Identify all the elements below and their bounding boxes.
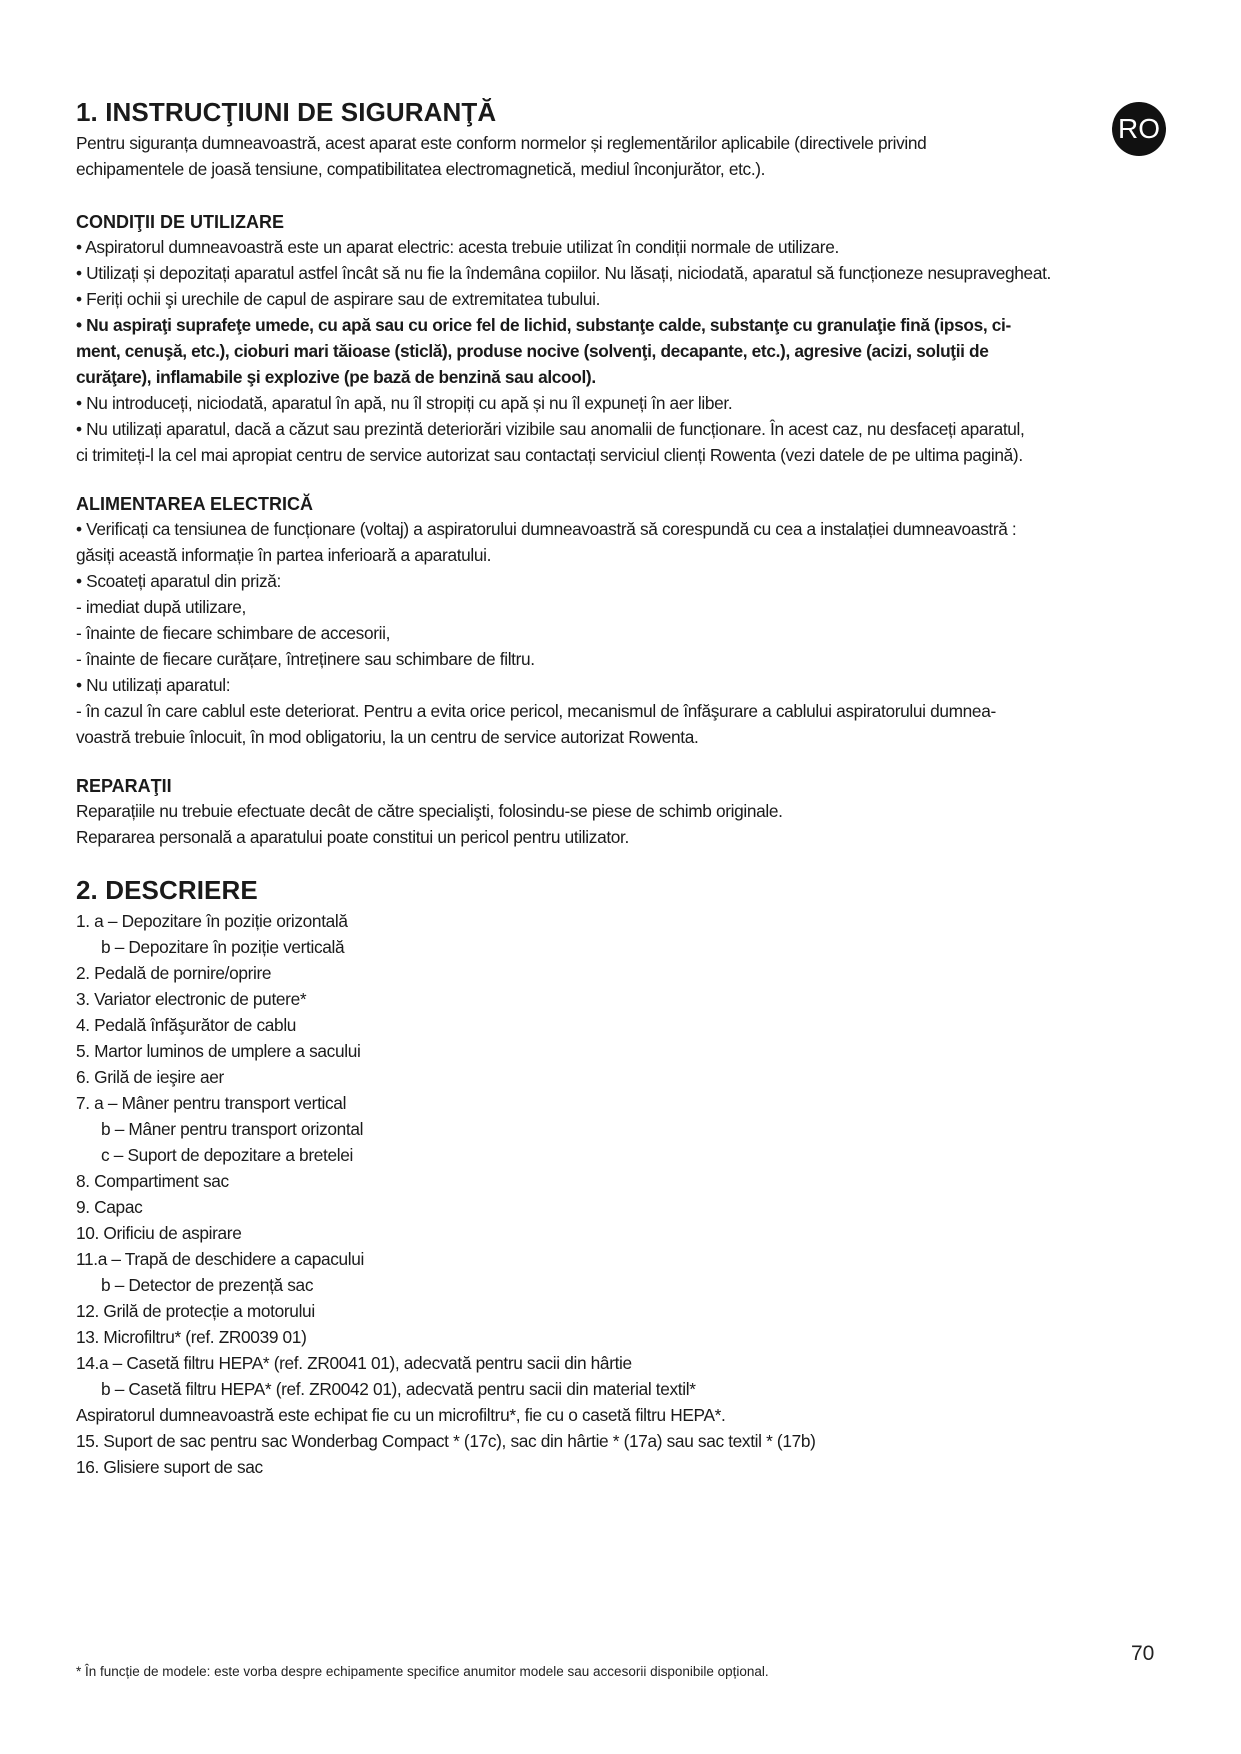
- document-page: [76, 96, 1166, 1480]
- text-line: b – Casetă filtru HEPA* (ref. ZR0042 01), adecvată pentru sacii din material textil*: [101, 1379, 696, 1399]
- text-line: 4. Pedală înfăşurător de cablu: [76, 1015, 297, 1035]
- text-line: c – Suport de depozitare a bretelei: [101, 1145, 353, 1165]
- text-line: - înainte de fiecare schimbare de accesorii,: [76, 623, 391, 643]
- text-line: 15. Suport de sac pentru sac Wonderbag Compact * (17c), sac din hârtie * (17a) sau sac textil * (17b): [76, 1431, 816, 1451]
- repairs-list: [76, 798, 1166, 850]
- text-line: 12. Grilă de protecție a motorului: [76, 1301, 315, 1321]
- text-line: - înainte de fiecare curățare, întreținere sau schimbare de filtru.: [76, 649, 535, 669]
- text-line: • Utilizați și depozitați aparatul astfel încât să nu fie la îndemâna copiilor. Nu lăsați, niciodată, aparatul să funcționeze nesupravegheat.: [76, 263, 1051, 283]
- text-line: • Nu aspiraţi suprafeţe umede, cu apă sau cu orice fel de lichid, substanţe calde, substanţe cu granulaţie fină (ipsos, ci-: [76, 315, 1011, 335]
- text-line: 7. a – Mâner pentru transport vertical: [76, 1093, 347, 1113]
- text-line: 3. Variator electronic de putere*: [76, 989, 307, 1009]
- text-line: 13. Microfiltru* (ref. ZR0039 01): [76, 1327, 307, 1347]
- text-line: găsiți această informație în partea inferioară a aparatului.: [76, 545, 492, 565]
- text-line: 10. Orificiu de aspirare: [76, 1223, 242, 1243]
- text-line: 2. Pedală de pornire/oprire: [76, 963, 272, 983]
- text-line: • Nu introduceți, niciodată, aparatul în apă, nu îl stropiți cu apă și nu îl expuneți în aer liber.: [76, 393, 733, 413]
- intro-line: echipamentele de joasă tensiune, compatibilitatea electromagnetică, mediul înconjurător, etc.).: [76, 159, 766, 179]
- text-line: - în cazul în care cablul este deteriorat. Pentru a evita orice pericol, mecanismul de înfăşurare a cablului aspiratorului dumnea-: [76, 701, 996, 721]
- text-line: • Aspiratorul dumneavoastră este un aparat electric: acesta trebuie utilizat în condiții normale de utilizare.: [76, 237, 839, 257]
- section1-title: 1. INSTRUCŢIUNI DE SIGURANŢĂ: [76, 97, 497, 127]
- text-line: • Verificați ca tensiunea de funcționare (voltaj) a aspiratorului dumneavoastră să corespundă cu cea a instalației dumneavoastră :: [76, 519, 1017, 539]
- text-line: 9. Capac: [76, 1197, 143, 1217]
- text-line: curăţare), inflamabile şi explozive (pe bază de benzină sau alcool).: [76, 367, 596, 387]
- conditions-list: [76, 234, 1166, 468]
- text-line: 6. Grilă de ieşire aer: [76, 1067, 224, 1087]
- intro-line: Pentru siguranța dumneavoastră, acest aparat este conform normelor și reglementărilor aplicabile (directivele privind: [76, 133, 927, 153]
- text-line: 8. Compartiment sac: [76, 1171, 229, 1191]
- text-line: • Nu utilizați aparatul, dacă a căzut sau prezintă deteriorări vizibile sau anomalii de funcționare. În acest caz, nu desfaceți aparatul,: [76, 419, 1025, 439]
- text-line: Repararea personală a aparatului poate constitui un pericol pentru utilizator.: [76, 827, 629, 847]
- text-line: 11.a – Trapă de deschidere a capacului: [76, 1249, 365, 1269]
- section2-title: 2. DESCRIERE: [76, 875, 258, 905]
- text-line: 1. a – Depozitare în poziție orizontală: [76, 911, 348, 931]
- footnote: * În funcție de modele: este vorba despre echipamente specifice anumitor modele sau accesorii disponibile opțional.: [76, 1664, 769, 1679]
- text-line: ci trimiteți-l la cel mai apropiat centru de service autorizat sau contactați serviciul clienți Rowenta (vezi datele de pe ultima pagină).: [76, 445, 1023, 465]
- section1-intro: [76, 130, 1166, 182]
- power-list: [76, 516, 1166, 750]
- text-line: 16. Glisiere suport de sac: [76, 1457, 263, 1477]
- language-badge: RO: [1112, 102, 1166, 156]
- text-line: 14.a – Casetă filtru HEPA* (ref. ZR0041 01), adecvată pentru sacii din hârtie: [76, 1353, 632, 1373]
- text-line: Reparațiile nu trebuie efectuate decât de către specialişti, folosindu-se piese de schimb originale.: [76, 801, 783, 821]
- text-line: 5. Martor luminos de umplere a sacului: [76, 1041, 361, 1061]
- repairs-heading: REPARAŢII: [76, 776, 172, 796]
- text-line: - imediat după utilizare,: [76, 597, 246, 617]
- text-line: voastră trebuie înlocuit, în mod obligatoriu, la un centru de service autorizat Rowenta.: [76, 727, 699, 747]
- text-line: b – Mâner pentru transport orizontal: [101, 1119, 364, 1139]
- page-number: 70: [1131, 1642, 1155, 1665]
- description-list: [76, 908, 1166, 1480]
- text-line: b – Depozitare în poziție verticală: [101, 937, 345, 957]
- text-line: • Feriți ochii şi urechile de capul de aspirare sau de extremitatea tubului.: [76, 289, 601, 309]
- text-line: • Scoateți aparatul din priză:: [76, 571, 281, 591]
- power-heading: ALIMENTAREA ELECTRICĂ: [76, 494, 313, 514]
- conditions-heading: CONDIŢII DE UTILIZARE: [76, 212, 284, 232]
- power-section: [76, 492, 1166, 750]
- text-line: ment, cenuşă, etc.), cioburi mari tăioase (sticlă), produse nocive (solvenţi, decapante, etc.), agresive (acizi, soluţii de: [76, 341, 989, 361]
- repairs-section: [76, 774, 1166, 850]
- description-section: [76, 874, 1166, 1480]
- text-line: • Nu utilizați aparatul:: [76, 675, 231, 695]
- text-line: b – Detector de prezență sac: [101, 1275, 314, 1295]
- conditions-section: [76, 210, 1166, 468]
- text-line: Aspiratorul dumneavoastră este echipat fie cu un microfiltru*, fie cu o casetă filtru HEPA*.: [76, 1405, 726, 1425]
